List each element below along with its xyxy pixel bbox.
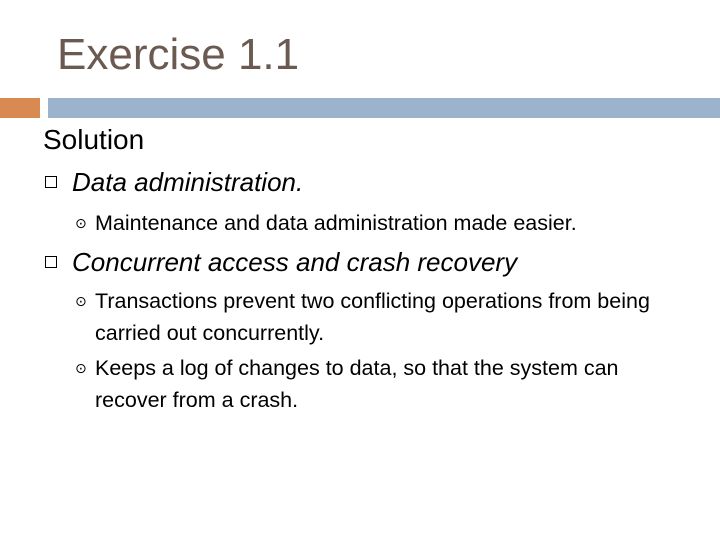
- target-bullet-icon: ⊙: [75, 294, 87, 310]
- sub-list-item: [75, 352, 685, 416]
- list-item-text: Data administration.: [72, 167, 304, 197]
- sub-list-item-text: Transactions prevent two conflicting operations from being carried out concurrently.: [95, 289, 650, 345]
- accent-bar-blue: [48, 98, 720, 118]
- sub-list-item-text: Maintenance and data administration made easier.: [95, 211, 577, 235]
- target-bullet-icon: ⊙: [75, 361, 87, 377]
- square-bullet-icon: [45, 176, 57, 188]
- sub-list-item: [75, 207, 695, 239]
- sub-list-item-text: Keeps a log of changes to data, so that the system can recover from a crash.: [95, 356, 619, 412]
- sub-list-item: [75, 285, 675, 349]
- list-item-text: Concurrent access and crash recovery: [72, 247, 518, 277]
- section-heading: Solution: [43, 124, 145, 155]
- target-bullet-icon: ⊙: [75, 216, 87, 232]
- accent-bar-orange: [0, 98, 40, 118]
- slide-title: Exercise 1.1: [57, 30, 300, 79]
- square-bullet-icon: [45, 256, 57, 268]
